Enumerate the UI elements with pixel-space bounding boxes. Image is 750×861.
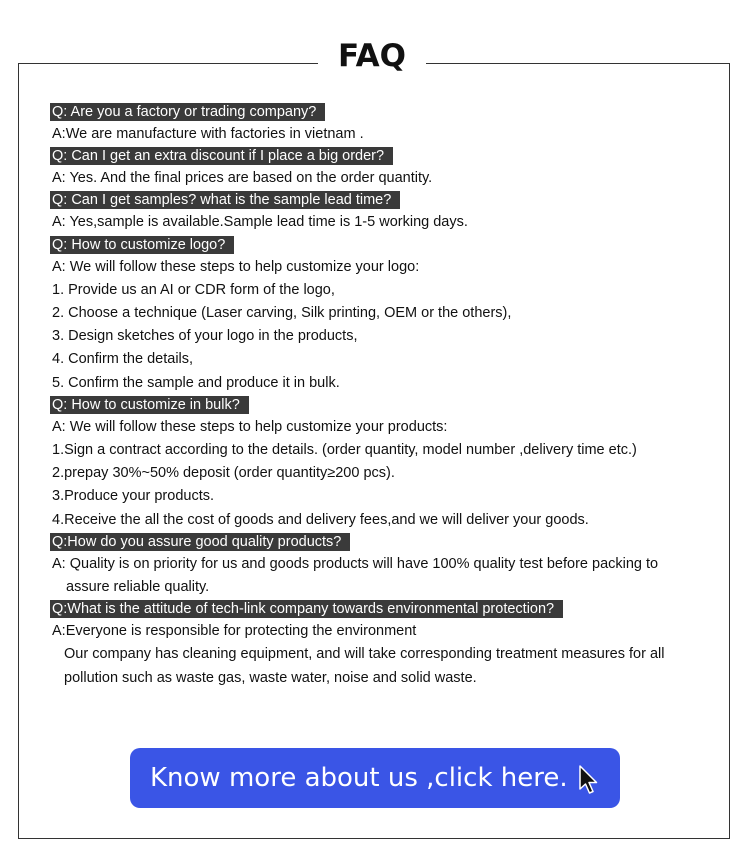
faq-answer-line: A: We will follow these steps to help customize your products: xyxy=(52,418,448,435)
faq-answer-line: 4.Receive the all the cost of goods and delivery fees,and we will deliver your goods. xyxy=(52,511,589,528)
faq-item xyxy=(50,103,710,146)
faq-answer-line: 1. Provide us an AI or CDR form of the logo, xyxy=(52,281,335,298)
faq-answer-line: A: Yes. And the final prices are based on the order quantity. xyxy=(52,170,433,187)
faq-answer-line: A: Yes,sample is available.Sample lead time is 1-5 working days. xyxy=(52,214,468,231)
faq-item xyxy=(50,396,710,532)
know-more-button[interactable]: Know more about us ,click here. xyxy=(130,748,620,808)
faq-question: Q: How to customize in bulk? xyxy=(50,396,249,414)
faq-list xyxy=(50,103,710,691)
faq-answer-line: assure reliable quality. xyxy=(66,579,210,596)
faq-item xyxy=(50,147,710,190)
faq-answer-line: 3.Produce your products. xyxy=(52,488,215,505)
faq-answer-line: A: Quality is on priority for us and goods products will have 100% quality test before packing to xyxy=(52,555,659,572)
faq-question: Q: Can I get an extra discount if I place a big order? xyxy=(50,147,393,165)
faq-item xyxy=(50,600,710,690)
faq-answer-line: A:We are manufacture with factories in vietnam . xyxy=(52,126,364,142)
faq-answer-line: 3. Design sketches of your logo in the products, xyxy=(52,328,358,345)
faq-answer-line: 5. Confirm the sample and produce it in bulk. xyxy=(52,374,340,391)
faq-question: Q:What is the attitude of tech-link company towards environmental protection? xyxy=(50,600,563,618)
faq-question: Q: Can I get samples? what is the sample lead time? xyxy=(50,191,400,209)
faq-item xyxy=(50,191,710,234)
faq-item xyxy=(50,533,710,599)
faq-answer-line: 2. Choose a technique (Laser carving, Silk printing, OEM or the others), xyxy=(52,305,512,322)
faq-question: Q: How to customize logo? xyxy=(50,236,234,254)
faq-answer-line: 4. Confirm the details, xyxy=(52,351,194,368)
faq-question: Q: Are you a factory or trading company? xyxy=(50,103,325,121)
pointer-cursor-icon xyxy=(578,765,600,795)
faq-answer-line: pollution such as waste gas, waste water, noise and solid waste. xyxy=(64,669,477,686)
faq-answer-line: A: We will follow these steps to help customize your logo: xyxy=(52,258,420,275)
faq-answer-line: 2.prepay 30%~50% deposit (order quantity≥200 pcs). xyxy=(52,465,395,482)
faq-question: Q:How do you assure good quality products? xyxy=(50,533,350,551)
faq-answer-line: 1.Sign a contract according to the details. (order quantity, model number ,delivery time etc.) xyxy=(52,442,637,459)
faq-answer-line: A:Everyone is responsible for protecting the environment xyxy=(52,623,417,640)
faq-item xyxy=(50,236,710,395)
faq-answer-line: Our company has cleaning equipment, and will take corresponding treatment measures for all xyxy=(64,646,665,663)
page-title: FAQ xyxy=(318,36,426,76)
